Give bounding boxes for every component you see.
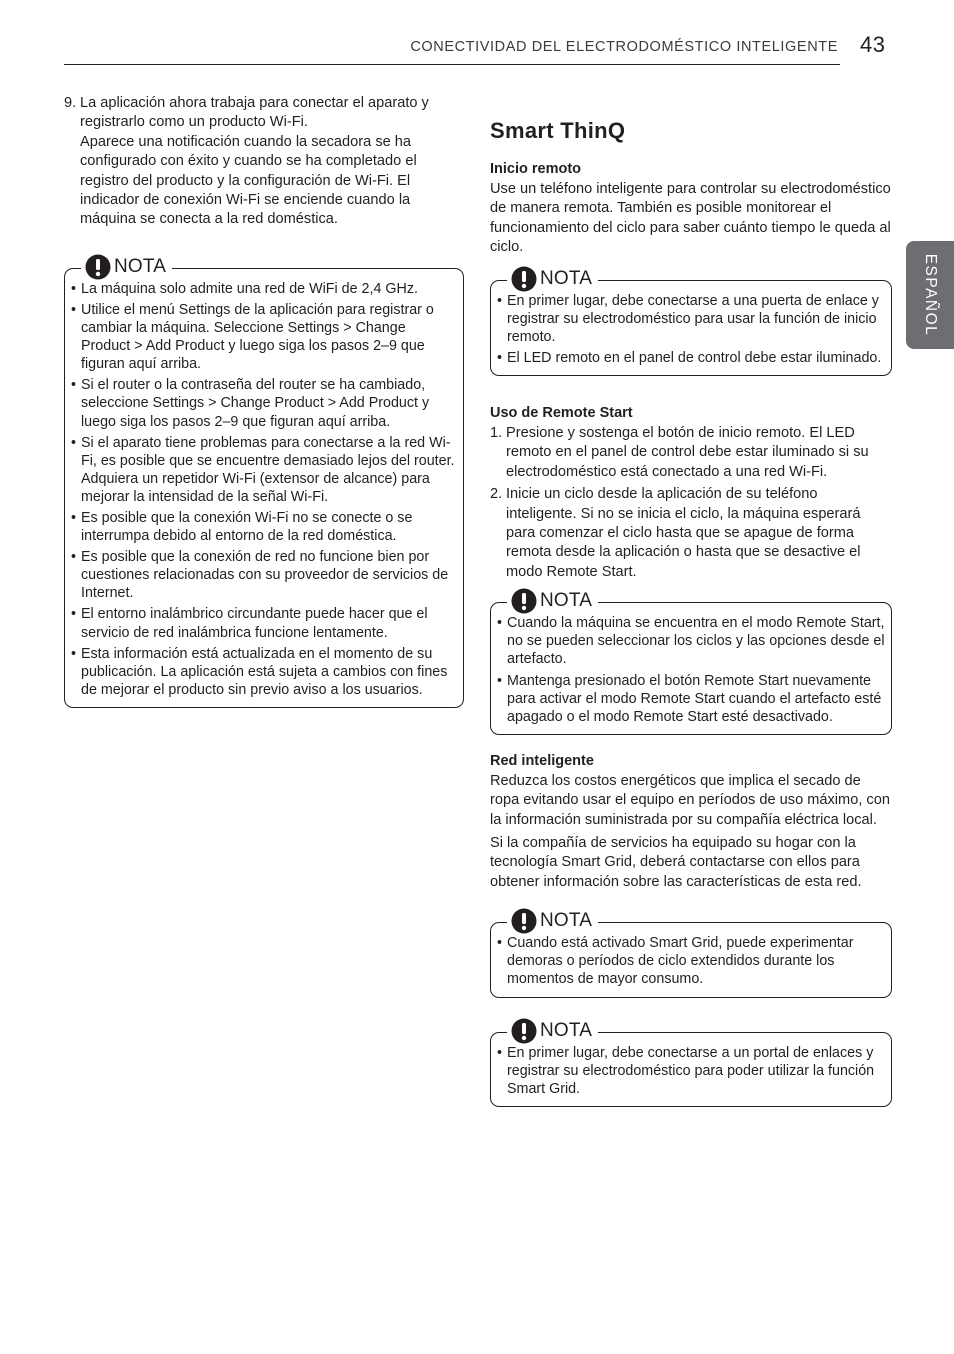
note-box xyxy=(490,1019,892,1107)
warning-icon xyxy=(511,266,537,292)
note-label: NOTA xyxy=(540,590,593,612)
step-number: 2. xyxy=(490,486,503,503)
page-header xyxy=(64,30,840,65)
note-item: • Esta información está actualizada en el momento de su publicación. La aplicación está sujeta a cambios con fines de mejorar el producto sin previo aviso a los usuarios. xyxy=(71,645,457,699)
note-header xyxy=(507,908,598,934)
note-item: • Cuando está activado Smart Grid, puede experimentar demoras o períodos de ciclo extendidos durante los momentos de mayor consumo. xyxy=(497,934,885,988)
section-title: Smart ThinQ xyxy=(490,118,626,143)
note-list xyxy=(497,1044,885,1098)
list-item xyxy=(490,424,892,482)
language-tab-label: ESPAÑOL xyxy=(922,253,939,337)
note-box xyxy=(490,910,892,997)
paragraph: Reduzca los costos energéticos que implica el secado de ropa evitando usar el equipo en períodos de uso máximo, con la información suministrada por su compañía eléctrica local. xyxy=(490,772,890,828)
note-label: NOTA xyxy=(540,910,593,932)
note-list xyxy=(497,934,885,988)
note-item: • Es posible que la conexión Wi-Fi no se conecte o se interrumpa debido al entorno de la red doméstica. xyxy=(71,509,457,545)
note-item: • Si el aparato tiene problemas para conectarse a la red Wi-Fi, es posible que se encuentre demasiado lejos del router. Adquiera un repetidor Wi-Fi (extensor de alcance) para mejorar la intensidad de la señal Wi-Fi. xyxy=(71,434,457,506)
step-9 xyxy=(64,94,464,230)
step-text: La aplicación ahora trabaja para conectar el aparato y registrarlo como un producto Wi-Fi. xyxy=(80,95,429,131)
note-item: • El entorno inalámbrico circundante puede hacer que el servicio de red inalámbrica funcione lentamente. xyxy=(71,605,457,641)
paragraph: Use un teléfono inteligente para controlar su electrodoméstico de manera remota. También es posible monitorear el funcionamiento del ciclo para saber cuánto tiempo le queda al ciclo. xyxy=(490,181,891,256)
note-header xyxy=(507,266,598,292)
warning-icon xyxy=(511,1018,537,1044)
language-tab xyxy=(906,241,954,349)
note-list xyxy=(497,292,885,367)
page-number: 43 xyxy=(860,32,886,57)
note-box xyxy=(490,267,892,376)
note-item: • Utilice el menú Settings de la aplicación para registrar o cambiar la máquina. Seleccione Settings > Change Product > Add Product y luego siga los pasos 2–9 que figuran aquí arriba. xyxy=(71,301,457,373)
note-list xyxy=(497,614,885,726)
left-column xyxy=(64,94,464,708)
note-label: NOTA xyxy=(114,255,167,277)
note-header xyxy=(507,588,598,614)
note-item: • En primer lugar, debe conectarse a una puerta de enlace y registrar su electrodoméstico para usar la función de inicio remoto. xyxy=(497,292,885,346)
warning-icon xyxy=(511,908,537,934)
step-text: Presione y sostenga el botón de inicio remoto. El LED remoto en el panel de control debe estar iluminado si su electrodoméstico está conectado a una red Wi-Fi. xyxy=(506,425,869,480)
step-number: 1. xyxy=(490,425,503,441)
note-item: • En primer lugar, debe conectarse a un portal de enlaces y registrar su electrodoméstico para poder utilizar la función Smart Grid. xyxy=(497,1044,885,1098)
note-item: • Mantenga presionado el botón Remote Start nuevamente para activar el modo Remote Start cuando el artefacto esté apagado o el modo Remote Start esté desactivado. xyxy=(497,672,885,726)
step-body xyxy=(80,94,464,230)
subheading-red-inteligente: Red inteligente xyxy=(490,752,594,769)
note-label: NOTA xyxy=(540,267,593,289)
note-item: • Es posible que la conexión de red no funcione bien por cuestiones relacionadas con su proveedor de servicios de Internet. xyxy=(71,548,457,602)
step-number: 9. xyxy=(64,95,77,111)
warning-icon xyxy=(511,588,537,614)
note-item: • Cuando la máquina se encuentra en el modo Remote Start, no se pueden seleccionar los ciclos y las opciones desde el artefacto. xyxy=(497,614,885,668)
step-text: Inicie un ciclo desde la aplicación de su teléfono inteligente. Si no se inicia el ciclo, la máquina esperará para comenzar el ciclo hasta que se apague de forma remota desde la aplicación o hasta que se desactive el modo Remote Start. xyxy=(506,486,861,580)
note-item: • La máquina solo admite una red de WiFi de 2,4 GHz. xyxy=(71,280,457,298)
step-text: Aparece una notificación cuando la secadora se ha configurado con éxito y cuando se ha completado el registro del producto y la configuración de Wi-Fi. El indicador de conexión Wi-Fi se enciende cuando la máquina se conecta a la red doméstica. xyxy=(80,133,417,228)
list-item xyxy=(490,485,892,582)
subheading-inicio-remoto: Inicio remoto xyxy=(490,161,582,177)
note-item: • El LED remoto en el panel de control debe estar iluminado. xyxy=(497,349,885,367)
note-box xyxy=(490,590,892,735)
header-title: CONECTIVIDAD DEL ELECTRODOMÉSTICO INTELIGENTE xyxy=(410,39,838,55)
remote-start-steps xyxy=(490,424,892,582)
paragraph: Si la compañía de servicios ha equipado su hogar con la tecnología Smart Grid, deberá contactarse con ellos para obtener información sobre las características de esta red. xyxy=(490,835,862,890)
note-header xyxy=(81,254,172,280)
subheading-remote-start: Uso de Remote Start xyxy=(490,405,633,421)
note-header xyxy=(507,1018,598,1044)
note-label: NOTA xyxy=(540,1019,593,1041)
note-box xyxy=(64,255,464,708)
note-list xyxy=(71,280,457,699)
warning-icon xyxy=(85,254,111,280)
note-item: • Si el router o la contraseña del router se ha cambiado, seleccione Settings > Change Product > Add Product y luego siga los pasos 2–9 que figuran aquí arriba. xyxy=(71,376,457,430)
right-column xyxy=(490,118,892,1107)
